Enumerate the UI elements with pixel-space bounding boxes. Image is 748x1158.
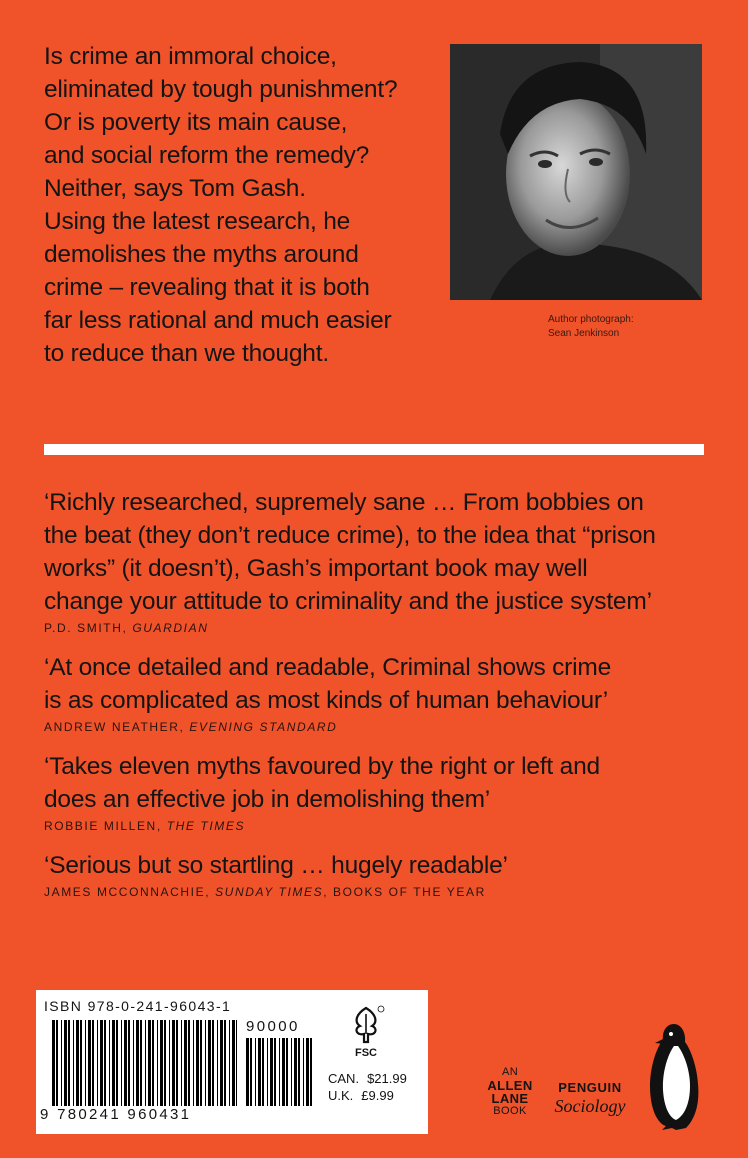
barcode-bar: [88, 1020, 91, 1106]
blurb-line: Neither, says Tom Gash.: [44, 175, 306, 202]
barcode-bar: [291, 1038, 292, 1106]
barcode-bar: [176, 1020, 178, 1106]
author-photo: [450, 44, 702, 300]
barcode-bar: [267, 1038, 268, 1106]
barcode-bar: [306, 1038, 309, 1106]
price-region: CAN.: [328, 1071, 360, 1086]
imprint-book: BOOK: [493, 1105, 527, 1117]
blurb-line: far less rational and much easier: [44, 307, 392, 334]
barcode-bar: [52, 1020, 55, 1106]
barcode-bar: [232, 1020, 235, 1106]
blurb-line: Or is poverty its main cause,: [44, 109, 348, 136]
barcode-bar: [92, 1020, 94, 1106]
price-region: U.K.: [328, 1088, 354, 1103]
blurb: [44, 40, 444, 370]
blurb-line: and social reform the remedy?: [44, 142, 370, 169]
author-portrait-image: [450, 44, 702, 300]
barcode-bar: [157, 1020, 158, 1106]
quote-attribution: [44, 819, 724, 833]
quote-text: ‘Takes eleven myths favoured by the right or left and does an effective job in demolishing them’: [44, 753, 600, 813]
barcode-bar: [124, 1020, 127, 1106]
barcode-bar: [310, 1038, 312, 1106]
barcode-bar: [270, 1038, 273, 1106]
barcode-bar: [255, 1038, 256, 1106]
blurb-line: crime – revealing that it is both: [44, 274, 370, 301]
review-quotes: [44, 486, 724, 915]
barcode-addon-digits: 90000: [246, 1018, 300, 1035]
quote-text: ‘Serious but so startling … hugely readable’: [44, 852, 508, 879]
barcode-bar: [303, 1038, 304, 1106]
quote-source: THE TIMES: [166, 819, 246, 833]
quote-source: GUARDIAN: [132, 621, 209, 635]
barcode-bar: [220, 1020, 223, 1106]
allen-lane-imprint: [480, 1066, 540, 1118]
barcode-bar: [145, 1020, 146, 1106]
price-list: [328, 1070, 407, 1104]
photo-credit-line: Author photograph:: [548, 314, 634, 325]
barcode-bar: [133, 1020, 134, 1106]
quote-author: JAMES MCCONNACHIE,: [44, 885, 216, 899]
barcode-bar: [121, 1020, 122, 1106]
barcode-bar: [109, 1020, 110, 1106]
barcode-bar: [193, 1020, 194, 1106]
barcode-bar: [128, 1020, 130, 1106]
quote-attribution: [44, 621, 724, 635]
barcode-bar: [262, 1038, 264, 1106]
barcode-bar: [148, 1020, 151, 1106]
barcode-bar: [196, 1020, 199, 1106]
review-quote: [44, 651, 724, 734]
blurb-line: eliminated by tough punishment?: [44, 76, 398, 103]
barcode-bar: [116, 1020, 118, 1106]
barcode-bar: [224, 1020, 226, 1106]
quote-text: ‘At once detailed and readable, Criminal shows crime is as complicated as most kinds of human behaviour’: [44, 654, 612, 714]
barcode-bar: [64, 1020, 67, 1106]
blurb-line: to reduce than we thought.: [44, 340, 329, 367]
barcode-bar: [250, 1038, 252, 1106]
barcode-bar: [217, 1020, 218, 1106]
barcode-bar: [181, 1020, 182, 1106]
barcode-image: [52, 1020, 237, 1106]
quote-author: ANDREW NEATHER,: [44, 720, 190, 734]
barcode-bar: [184, 1020, 187, 1106]
review-quote: [44, 849, 724, 899]
barcode-bar: [140, 1020, 142, 1106]
photo-credit: [548, 313, 728, 341]
barcode-bar: [61, 1020, 62, 1106]
series-name: Sociology: [554, 1096, 626, 1116]
barcode-bar: [104, 1020, 106, 1106]
barcode-bar: [73, 1020, 74, 1106]
barcode-bar: [56, 1020, 58, 1106]
imprint-an: AN: [501, 1066, 519, 1078]
quote-source: EVENING STANDARD: [189, 720, 338, 734]
barcode-bar: [152, 1020, 154, 1106]
isbn-label: ISBN 978-0-241-96043-1: [44, 998, 232, 1014]
barcode-bar: [274, 1038, 276, 1106]
quote-attribution: [44, 720, 724, 734]
quote-author: P.D. SMITH,: [44, 621, 133, 635]
barcode-bar: [258, 1038, 261, 1106]
barcode-bar: [282, 1038, 285, 1106]
barcode-bar: [97, 1020, 98, 1106]
barcode-bar: [100, 1020, 103, 1106]
imprint-allen: ALLEN: [487, 1078, 533, 1093]
quote-text: ‘Richly researched, supremely sane … From bobbies on the beat (they don’t reduce crime), to the idea that “prison works” (it doesn’t), Gash’s important book may well change your attitude to criminality and the justice system’: [44, 489, 656, 615]
barcode-bar: [160, 1020, 163, 1106]
price-value: £9.99: [361, 1088, 394, 1103]
divider: [44, 444, 704, 455]
fsc-logo: [336, 1004, 396, 1059]
barcode-bar: [68, 1020, 70, 1106]
price-value: $21.99: [367, 1071, 407, 1086]
quote-author: ROBBIE MILLEN,: [44, 819, 167, 833]
barcode-bar: [76, 1020, 79, 1106]
quote-attribution: [44, 885, 724, 899]
quote-source: SUNDAY TIMES: [215, 885, 324, 899]
barcode-bar: [172, 1020, 175, 1106]
fsc-tree-icon: [346, 1004, 386, 1044]
barcode-digits: 9 780241 960431: [40, 1106, 192, 1123]
barcode-bar: [208, 1020, 211, 1106]
barcode-bar: [188, 1020, 190, 1106]
barcode-bar: [205, 1020, 206, 1106]
photo-credit-name: Sean Jenkinson: [548, 328, 620, 339]
barcode-panel: [36, 990, 428, 1134]
barcode-bar: [136, 1020, 139, 1106]
barcode-bar: [164, 1020, 166, 1106]
barcode-bar: [294, 1038, 297, 1106]
barcode-bar: [169, 1020, 170, 1106]
barcode-bar: [212, 1020, 214, 1106]
barcode-bar: [80, 1020, 82, 1106]
barcode-addon-image: [246, 1038, 314, 1106]
barcode-bar: [236, 1020, 237, 1106]
price-row: [328, 1070, 407, 1087]
blurb-line: demolishes the myths around: [44, 241, 359, 268]
barcode-bar: [200, 1020, 202, 1106]
fsc-label: FSC: [355, 1047, 377, 1059]
penguin-logo-icon: [644, 1020, 704, 1134]
barcode-bar: [286, 1038, 288, 1106]
imprint-lane: LANE: [491, 1091, 529, 1106]
barcode-bar: [229, 1020, 230, 1106]
barcode-bar: [246, 1038, 249, 1106]
review-quote: [44, 750, 724, 833]
series-label: [545, 1080, 635, 1117]
blurb-line: Is crime an immoral choice,: [44, 43, 337, 70]
barcode-bar: [85, 1020, 86, 1106]
review-quote: [44, 486, 724, 635]
quote-extra: , BOOKS OF THE YEAR: [323, 885, 486, 899]
blurb-line: Using the latest research, he: [44, 208, 351, 235]
barcode-bar: [298, 1038, 300, 1106]
price-row: [328, 1087, 407, 1104]
series-publisher: PENGUIN: [558, 1080, 622, 1095]
barcode-bar: [279, 1038, 280, 1106]
barcode-bar: [112, 1020, 115, 1106]
